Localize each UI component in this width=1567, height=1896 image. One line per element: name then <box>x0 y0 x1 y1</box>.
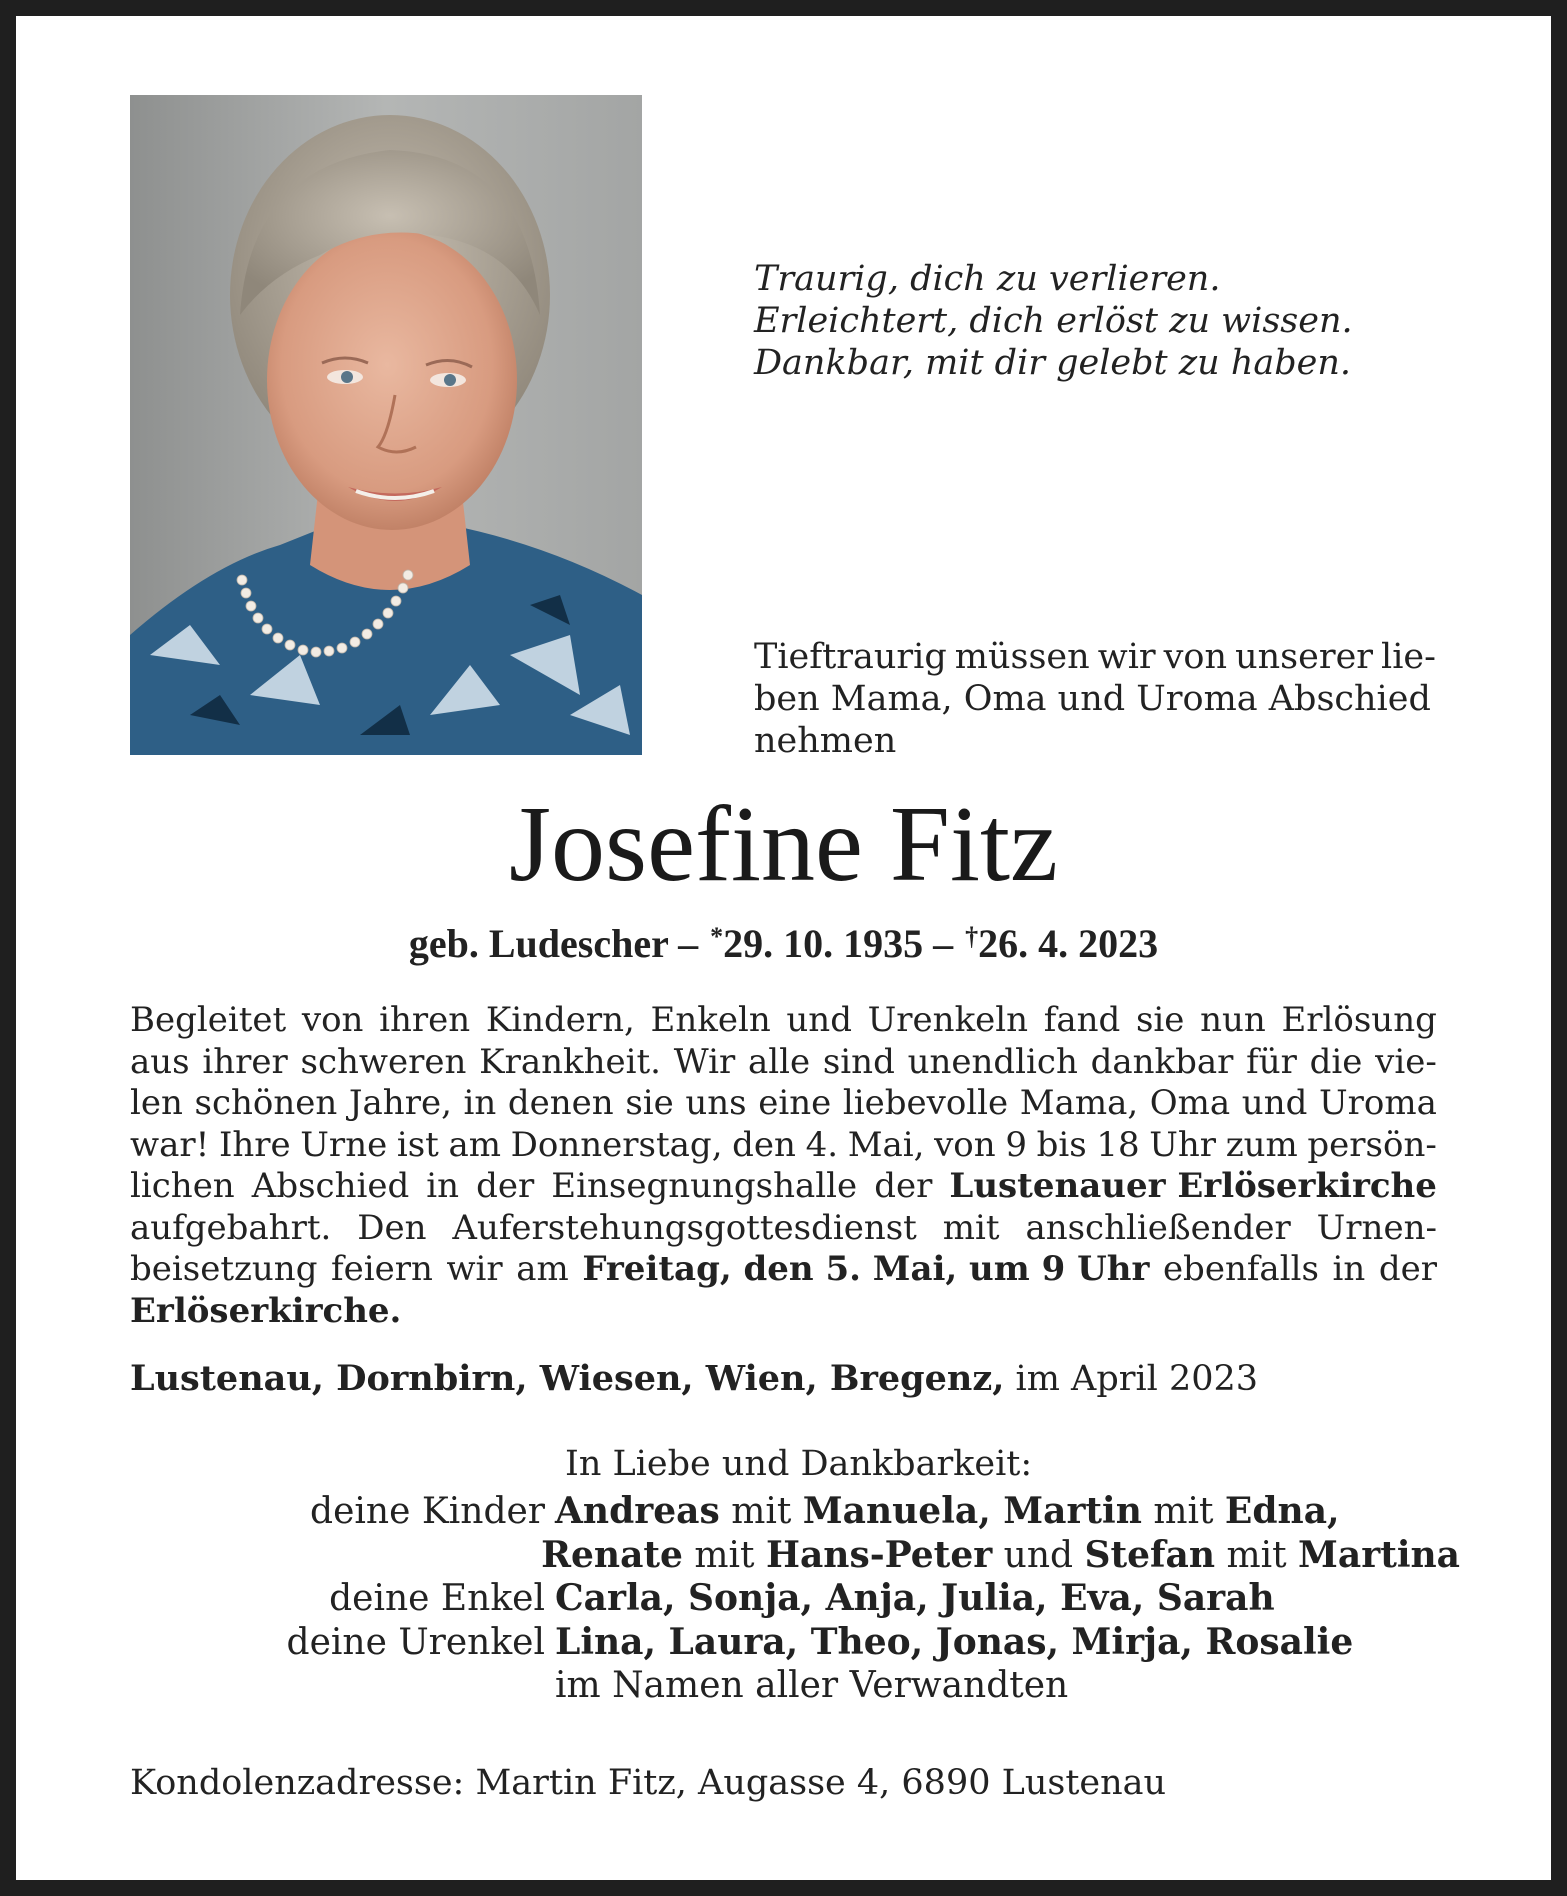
word: alle <box>747 1041 811 1082</box>
body-line <box>130 1291 1437 1333</box>
word: Uroma <box>1318 1083 1437 1123</box>
word: aufgebahrt. <box>130 1207 332 1248</box>
signature-heading: In Liebe und Dankbarkeit: <box>565 1444 1033 1484</box>
intro-line: nehmen <box>754 721 897 761</box>
cities: Lustenau, Dornbirn, Wiesen, Wien, Bregenz, <box>130 1358 1005 1399</box>
word: Uhr <box>1149 1124 1217 1165</box>
urenkel-label: deine Urenkel <box>286 1621 545 1663</box>
body-line <box>130 1083 1437 1125</box>
word: Tieftraurig <box>754 637 947 677</box>
intro-line <box>754 636 1436 678</box>
word: in <box>426 1166 460 1206</box>
word: in <box>1332 1249 1366 1289</box>
word: für <box>1246 1041 1297 1082</box>
word: Enkeln <box>650 1000 771 1040</box>
word: Ihre <box>218 1124 291 1165</box>
names: Lina, Laura, Theo, Jonas, Mirja, Rosalie <box>555 1620 1354 1663</box>
name: Renate <box>541 1533 683 1576</box>
word: Jahre, <box>348 1083 452 1123</box>
word: Urenkeln <box>867 1000 1029 1040</box>
word: am <box>448 1124 502 1165</box>
word: wir <box>1097 637 1156 677</box>
word: von <box>301 1000 364 1040</box>
names: Carla, Sonja, Anja, Julia, Eva, Sarah <box>555 1577 1275 1619</box>
closing-row <box>130 1664 1460 1708</box>
death-symbol: † <box>965 922 979 951</box>
word: Einsegnungshalle <box>551 1166 858 1206</box>
name: Hans-Peter <box>765 1533 993 1576</box>
church-name-2: Erlöserkirche. <box>130 1290 402 1331</box>
word: Wir <box>673 1041 736 1082</box>
word: Mama, <box>1019 1083 1139 1123</box>
word: Mai, <box>847 1124 925 1165</box>
word: uns <box>685 1083 747 1123</box>
word: mit <box>942 1207 1000 1248</box>
name: Stefan <box>1084 1533 1216 1576</box>
motto-line: Dankbar, mit dir gelebt zu haben. <box>754 343 1352 383</box>
word: der <box>1378 1249 1437 1289</box>
word: der <box>874 1166 933 1206</box>
conjunction: mit <box>1141 1491 1225 1532</box>
kinder-row <box>130 1490 1460 1534</box>
word: war! <box>130 1124 210 1165</box>
word: am <box>516 1249 569 1289</box>
word: liebevolle <box>842 1083 1009 1123</box>
empty-label <box>130 1664 555 1708</box>
portrait-photo <box>130 95 642 755</box>
word: Auferstehungsgottesdienst <box>452 1207 917 1248</box>
closing-text: im Namen aller Verwandten <box>555 1665 1069 1706</box>
word: müssen <box>954 637 1090 677</box>
urenkel-names <box>555 1621 1460 1665</box>
enkel-label: deine Enkel <box>329 1578 545 1619</box>
body-line <box>130 1166 1437 1208</box>
word: Urnen- <box>1316 1207 1437 1248</box>
word: eine <box>758 1083 832 1123</box>
motto-line: Traurig, dich zu verlieren. <box>754 259 1221 299</box>
conjunction: mit <box>719 1491 803 1532</box>
body-line <box>130 1208 1437 1250</box>
portrait-image <box>130 95 642 755</box>
word: lie- <box>1381 637 1436 677</box>
word: und <box>1241 1083 1308 1123</box>
body-line <box>130 1249 1437 1291</box>
word: Donnerstag, <box>510 1124 723 1165</box>
word: die <box>1309 1041 1363 1082</box>
word: bis <box>1036 1124 1087 1165</box>
word: ist <box>396 1124 439 1165</box>
name: Manuela, Martin <box>802 1490 1142 1532</box>
enkel-row <box>130 1577 1460 1621</box>
name: Edna, <box>1224 1490 1340 1532</box>
maiden-name: geb. Ludescher <box>408 921 669 966</box>
word: lichen <box>130 1166 235 1206</box>
conjunction: mit <box>682 1534 766 1576</box>
service-date: Freitag, den 5. Mai, um 9 Uhr <box>582 1249 1150 1289</box>
word: Oma <box>1149 1083 1231 1123</box>
word: aus <box>130 1041 190 1082</box>
word: anschließender <box>1025 1207 1291 1248</box>
word: von <box>934 1124 996 1165</box>
word: 9 <box>1005 1124 1027 1165</box>
word: Krankheit. <box>479 1041 661 1082</box>
word: fand <box>1043 1000 1121 1040</box>
word: persön- <box>1307 1124 1437 1165</box>
kinder-names-1 <box>555 1490 1460 1534</box>
word: ihren <box>379 1000 471 1040</box>
word: in <box>463 1083 497 1123</box>
signature-block <box>130 1490 1460 1708</box>
enkel-names <box>555 1577 1460 1621</box>
conjunction: und <box>992 1534 1085 1576</box>
conjunction: mit <box>1215 1534 1299 1576</box>
birth-date: 29. 10. 1935 <box>723 921 924 966</box>
kinder-label: deine Kinder <box>310 1491 545 1532</box>
word: unserer <box>1235 637 1374 677</box>
word: nun <box>1200 1000 1266 1040</box>
motto-line: Erleichtert, dich erlöst zu wissen. <box>754 301 1353 341</box>
death-date: 26. 4. 2023 <box>978 921 1159 966</box>
word: sind <box>822 1041 895 1082</box>
word: ihrer <box>202 1041 288 1082</box>
name: Andreas <box>555 1490 720 1532</box>
name: Martina <box>1298 1533 1460 1576</box>
word: Kindern, <box>485 1000 635 1040</box>
word: wir <box>446 1249 503 1289</box>
word: Den <box>357 1207 427 1248</box>
word: dankbar <box>1090 1041 1234 1082</box>
word: denen <box>507 1083 614 1123</box>
word: 4. <box>805 1124 839 1165</box>
word: beisetzung <box>130 1249 318 1289</box>
word: 18 <box>1096 1124 1140 1165</box>
word: schönen <box>194 1083 338 1123</box>
word: der <box>476 1166 535 1206</box>
separator: – <box>923 921 964 966</box>
word: sie <box>625 1083 674 1123</box>
kinder-names-2 <box>541 1534 1460 1578</box>
intro-text <box>754 636 1436 762</box>
condolence-address: Kondolenzadresse: Martin Fitz, Augasse 4, 6890 Lustenau <box>130 1763 1167 1803</box>
obituary-body <box>130 1000 1437 1332</box>
body-line <box>130 1125 1437 1167</box>
word: unendlich <box>907 1041 1078 1082</box>
intro-line: ben Mama, Oma und Uroma Abschied <box>754 679 1431 719</box>
word: Urne <box>300 1124 388 1165</box>
word: zum <box>1225 1124 1298 1165</box>
church-name: Lustenauer Erlöserkirche <box>949 1166 1437 1206</box>
word: feiern <box>331 1249 433 1289</box>
word: Erlösung <box>1281 1000 1437 1040</box>
empty-label <box>130 1534 541 1578</box>
motto-quote <box>754 258 1454 384</box>
word: schweren <box>300 1041 467 1082</box>
body-line <box>130 1042 1437 1084</box>
word: len <box>130 1083 183 1123</box>
word: Begleitet <box>130 1000 287 1040</box>
deceased-name: Josefine Fitz <box>509 785 1058 904</box>
word: und <box>786 1000 852 1040</box>
word: den <box>732 1124 796 1165</box>
birth-symbol: * <box>710 922 724 951</box>
word: Abschied <box>251 1166 410 1206</box>
place-and-date <box>130 1358 1437 1400</box>
kinder-row-2 <box>130 1534 1460 1578</box>
body-line <box>130 1000 1437 1042</box>
word: sie <box>1135 1000 1185 1040</box>
separator: – <box>668 921 709 966</box>
word: vie- <box>1375 1041 1437 1082</box>
life-dates <box>0 914 1567 967</box>
month-year: im April 2023 <box>1004 1359 1259 1399</box>
word: ebenfalls <box>1162 1249 1319 1289</box>
word: von <box>1163 637 1228 677</box>
urenkel-row <box>130 1621 1460 1665</box>
